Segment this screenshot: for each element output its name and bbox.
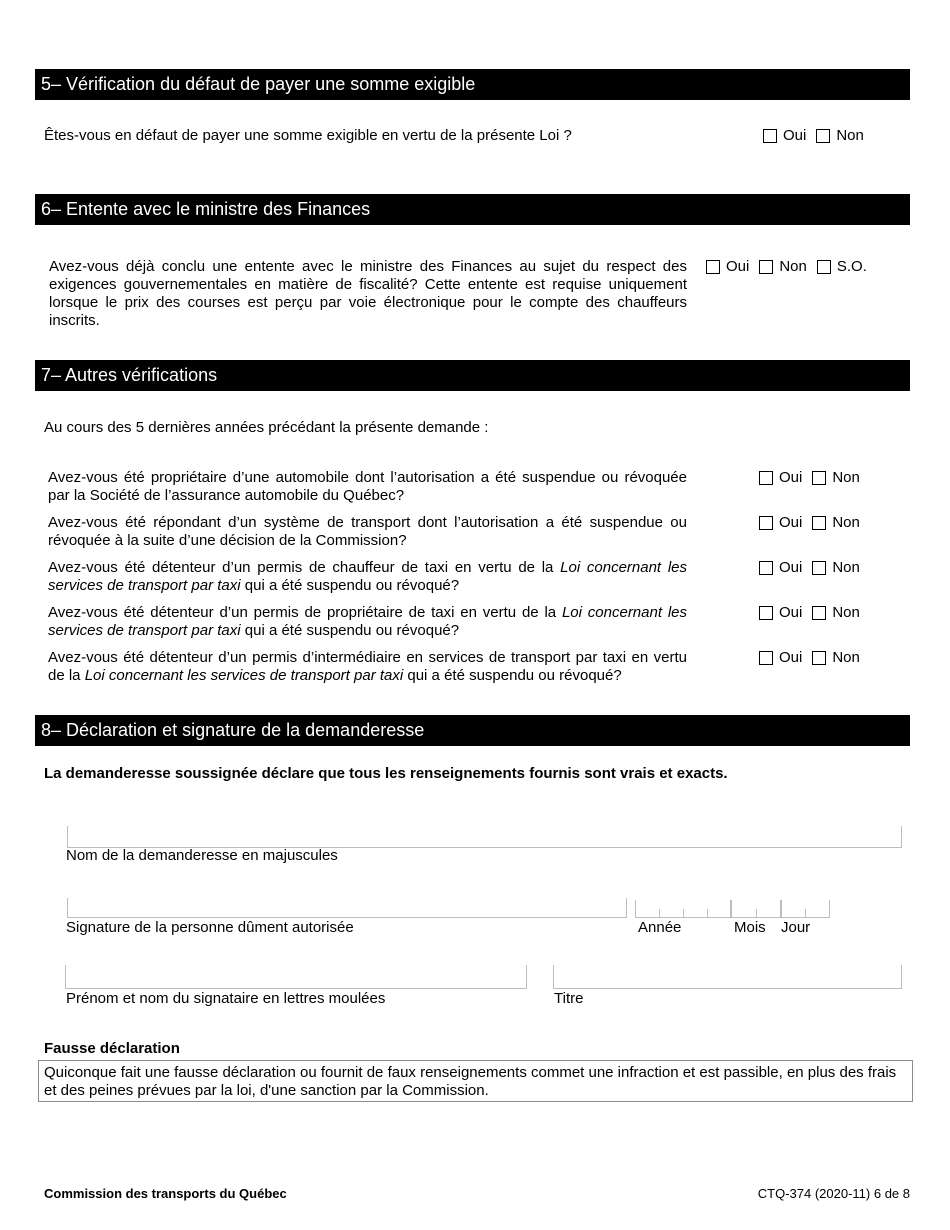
footer-organization: Commission des transports du Québec <box>44 1186 287 1201</box>
s6-oui-checkbox[interactable] <box>706 260 720 274</box>
false-declaration-notice: Quiconque fait une fausse déclaration ou fournit de faux renseignements commet une infraction et est passible, en plus des frais et des peines prévues par la loi, d'une sanction par la Commission. <box>38 1060 913 1102</box>
day-tick <box>805 909 806 918</box>
s7-q5-oui-checkbox[interactable] <box>759 651 773 665</box>
q3-text-b: qui a été suspendu ou révoqué? <box>240 577 460 594</box>
s7-question-5 <box>48 649 687 685</box>
s6-question: Avez-vous déjà conclu une entente avec le ministre des Finances au sujet du respect des exigences gouvernementales en matière de fiscalité? Cette entente est requise uniquement lorsque le prix des courses est perçu par voie électronique pour le compte des chauffeurs inscrits. <box>49 258 687 329</box>
q5-text-b: qui a été suspendu ou révoqué? <box>403 667 622 684</box>
s7-q1-oui-checkbox[interactable] <box>759 471 773 485</box>
non-label: Non <box>832 604 860 621</box>
q4-text-a: Avez-vous été détenteur d’un permis de propriétaire de taxi en vertu de la <box>48 604 562 621</box>
s6-non-checkbox[interactable] <box>759 260 773 274</box>
s5-oui-checkbox[interactable] <box>763 129 777 143</box>
signer-title-label: Titre <box>554 990 584 1007</box>
s7-q3-oui-checkbox[interactable] <box>759 561 773 575</box>
q5-text-a: Avez-vous été détenteur d’un permis d’intermédiaire en services de transport par taxi en vertu de la <box>48 649 687 684</box>
signer-name-field[interactable] <box>65 965 527 989</box>
month-label: Mois <box>734 919 766 936</box>
s7-q2-oui-checkbox[interactable] <box>759 516 773 530</box>
s7-q3-choices <box>759 559 870 577</box>
month-tick <box>756 909 757 918</box>
non-label: Non <box>832 514 860 531</box>
s7-q4-non-checkbox[interactable] <box>812 606 826 620</box>
s7-q5-choices <box>759 649 870 667</box>
section-6-header: 6– Entente avec le ministre des Finances <box>35 194 910 225</box>
applicant-name-field[interactable] <box>67 826 902 848</box>
signer-title-field[interactable] <box>553 965 902 989</box>
s7-q4-choices <box>759 604 870 622</box>
s5-choices <box>763 127 874 145</box>
s8-declaration: La demanderesse soussignée déclare que tous les renseignements fournis sont vrais et exacts. <box>44 765 728 782</box>
s7-question-3 <box>48 559 687 595</box>
s6-choices <box>706 258 877 276</box>
s7-question-2: Avez-vous été répondant d’un système de transport dont l’autorisation a été suspendue ou révoquée à la suite d’une décision de la Commission? <box>48 514 687 549</box>
s7-q4-oui-checkbox[interactable] <box>759 606 773 620</box>
so-label: S.O. <box>836 258 867 275</box>
section-7-header: 7– Autres vérifications <box>35 360 910 391</box>
non-label: Non <box>832 559 860 576</box>
year-tick <box>707 909 708 918</box>
q3-law-title: Loi concernant les services de transport par taxi <box>48 559 687 594</box>
q3-text-a: Avez-vous été détenteur d’un permis de chauffeur de taxi en vertu de la <box>48 559 561 576</box>
section-8-header: 8– Déclaration et signature de la demanderesse <box>35 715 910 746</box>
section-5-header: 5– Vérification du défaut de payer une somme exigible <box>35 69 910 100</box>
q4-text-b: qui a été suspendu ou révoqué? <box>240 622 460 639</box>
oui-label: Oui <box>779 469 803 486</box>
signer-name-label: Prénom et nom du signataire en lettres moulées <box>66 990 386 1007</box>
oui-label: Oui <box>726 258 750 275</box>
oui-label: Oui <box>779 559 803 576</box>
non-label: Non <box>832 469 860 486</box>
signature-label: Signature de la personne dûment autorisée <box>66 919 354 936</box>
s7-q1-non-checkbox[interactable] <box>812 471 826 485</box>
oui-label: Oui <box>779 604 803 621</box>
s7-q3-non-checkbox[interactable] <box>812 561 826 575</box>
year-tick <box>659 909 660 918</box>
non-label: Non <box>779 258 807 275</box>
s5-non-checkbox[interactable] <box>816 129 830 143</box>
day-label: Jour <box>781 919 811 936</box>
s7-intro: Au cours des 5 dernières années précédant la présente demande : <box>44 419 489 436</box>
s6-so-checkbox[interactable] <box>817 260 831 274</box>
non-label: Non <box>836 127 864 144</box>
year-tick <box>683 909 684 918</box>
oui-label: Oui <box>779 649 803 666</box>
signature-field[interactable] <box>67 898 627 918</box>
oui-label: Oui <box>783 127 807 144</box>
non-label: Non <box>832 649 860 666</box>
q5-law-title: Loi concernant les services de transport par taxi <box>84 667 404 684</box>
false-declaration-heading: Fausse déclaration <box>44 1040 180 1057</box>
s7-q5-non-checkbox[interactable] <box>812 651 826 665</box>
footer-form-number: CTQ-374 (2020-11) 6 de 8 <box>757 1186 910 1201</box>
s5-question: Êtes-vous en défaut de payer une somme exigible en vertu de la présente Loi ? <box>44 127 572 144</box>
s7-question-4 <box>48 604 687 640</box>
q4-law-title: Loi concernant les services de transport par taxi <box>48 604 687 639</box>
s7-q2-choices <box>759 514 870 532</box>
s7-q2-non-checkbox[interactable] <box>812 516 826 530</box>
oui-label: Oui <box>779 514 803 531</box>
applicant-name-label: Nom de la demanderesse en majuscules <box>66 847 338 864</box>
s7-q1-choices <box>759 469 870 487</box>
year-label: Année <box>638 919 682 936</box>
s7-question-1: Avez-vous été propriétaire d’une automobile dont l’autorisation a été suspendue ou révoquée par la Société de l’assurance automobile du Québec? <box>48 469 687 504</box>
